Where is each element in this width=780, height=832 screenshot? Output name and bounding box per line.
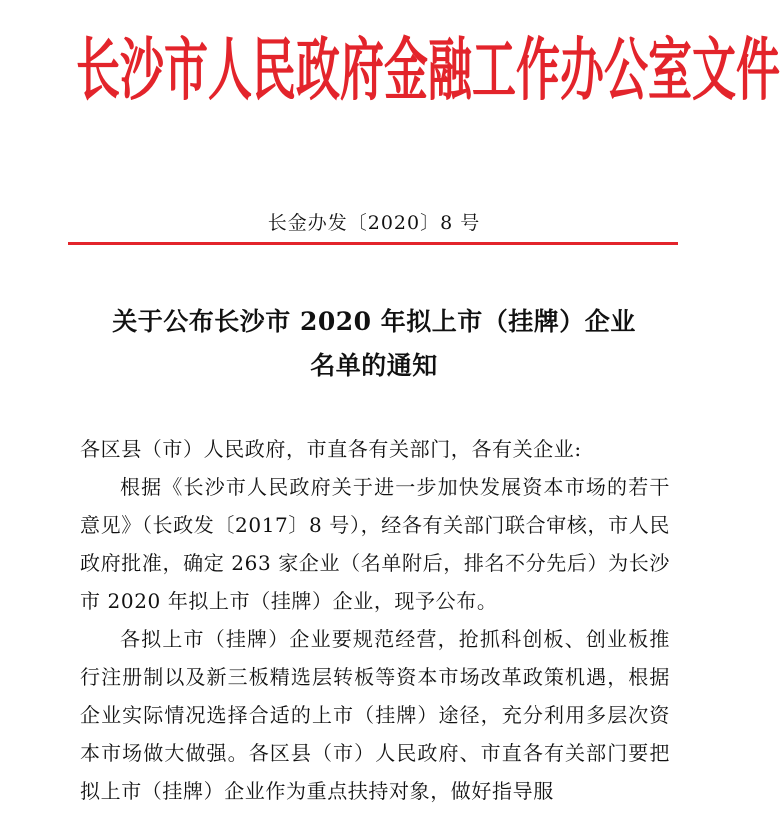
issuer-header-text: 长 沙 市 人 民 政 府 金 融 工 作 办 公 室 文 件: [76, 31, 780, 111]
notice-title-line1: 关于公布长沙市 2020 年拟上市（挂牌）企业: [112, 307, 636, 336]
issuer-header-title: [76, 0, 780, 142]
paragraph-2: 各拟上市（挂牌）企业要规范经营，抢抓科创板、创业板推行注册制以及新三板精选层转板等资本市场改革政策机遇，根据企业实际情况选择合适的上市（挂牌）途径，充分利用多层次资本市场做大做强。各区县（市）人民政府、市直各有关部门要把拟上市（挂牌）企业作为重点扶持对象，做好指导服: [80, 627, 670, 803]
notice-title-line2: 名单的通知: [310, 351, 438, 380]
notice-title: [60, 300, 688, 388]
red-divider-line: [68, 242, 678, 245]
paragraph-1: 根据《长沙市人民政府关于进一步加快发展资本市场的若干意见》（长政发〔2017〕8 号），经各有关部门联合审核，市人民政府批准，确定 263 家企业（名单附后，排名不分先后）为长沙市 2020 年拟上市（挂牌）企业，现予公布。: [80, 475, 670, 613]
salutation: 各区县（市）人民政府，市直各有关部门，各有关企业:: [80, 437, 582, 461]
document-number: 长金办发〔2020〕8 号: [267, 212, 481, 234]
notice-body: [80, 430, 670, 810]
